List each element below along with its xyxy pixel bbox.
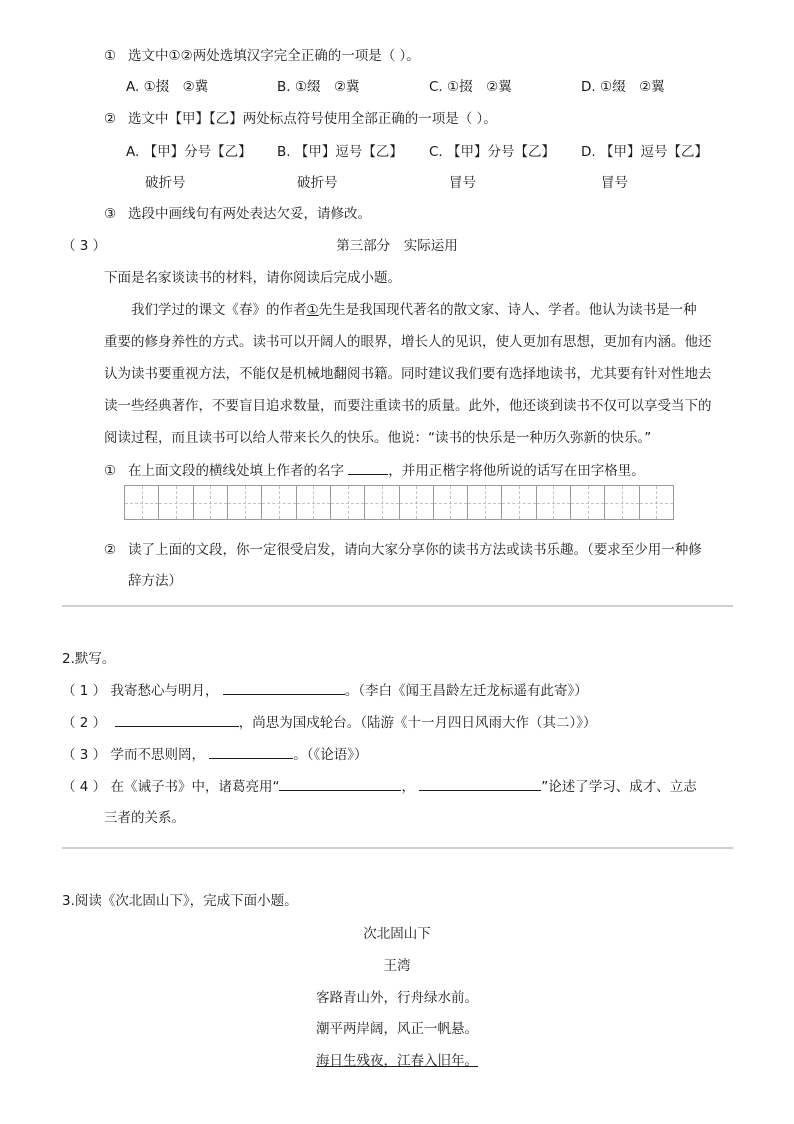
tianzige-grid[interactable] <box>124 485 674 520</box>
dictation-3: （ 3 ） 学而不思则罔， 。（《论语》） <box>62 744 368 765</box>
option-d[interactable]: D. 【甲】逗号【乙】 <box>581 144 708 160</box>
dictation-4: （ 4 ） 在《诫子书》中，诸葛亮用“ ， ”论述了学习、成才、立志 <box>62 776 697 797</box>
option-b[interactable]: B. ①缀 ②冀 <box>277 79 360 95</box>
dictation-blank[interactable] <box>419 776 541 791</box>
author-name-blank[interactable] <box>348 460 388 475</box>
question-2-1: ① 选文中①②两处选填汉字完全正确的一项是（ ）。 <box>104 48 420 64</box>
divider <box>62 847 733 849</box>
passage-line-1: 我们学过的课文《春》的作者①先生是我国现代著名的散文家、诗人、学者。他认为读书是一种 <box>131 302 697 318</box>
question-3-1: ① 在上面文段的横线处填上作者的名字 ，并用正楷字将他所说的话写在田字格里。 <box>104 460 645 481</box>
passage-line-4: 读一些经典著作，不要盲目追求数量，而要注重读书的质量。此外，他还谈到读书不仅可以享受当下的 <box>104 398 712 414</box>
question-3-2: ② 读了上面的文段，你一定很受启发，请向大家分享你的读书方法或读书乐趣。（要求至少用一种修 <box>104 542 702 558</box>
option-d[interactable]: D. ①缀 ②翼 <box>581 79 665 95</box>
option-a[interactable]: A. 【甲】分号【乙】 <box>126 144 252 160</box>
blank-marker: ① <box>306 302 319 318</box>
passage-line-3: 认为读书要重视方法，不能仅是机械地翻阅书籍。同时建议我们要有选择地读书，尤其要有针对性地去 <box>104 366 712 382</box>
option-c[interactable]: C. 【甲】分号【乙】 <box>429 144 556 160</box>
poem-line-2: 潮平两岸阔，风正一帆悬。 <box>316 1021 478 1037</box>
question-3-2-cont: 辞方法） <box>128 573 182 589</box>
option-d-cont: 冒号 <box>601 175 628 191</box>
question-2-3: ③ 选段中画线句有两处表达欠妥，请修改。 <box>104 206 371 222</box>
dictation-blank[interactable] <box>209 744 293 759</box>
poem-title: 次北固山下 <box>363 926 431 942</box>
option-a-cont: 破折号 <box>145 175 186 191</box>
option-c-cont: 冒号 <box>449 175 476 191</box>
dictation-blank[interactable] <box>279 776 401 791</box>
option-b[interactable]: B. 【甲】逗号【乙】 <box>277 144 403 160</box>
poem-line-3: 海日生残夜，江春入旧年。 <box>316 1053 478 1069</box>
option-a[interactable]: A. ①掇 ②冀 <box>126 79 209 95</box>
section-2-title: 2.默写。 <box>62 651 116 667</box>
passage-line-5: 阅读过程，而且读书可以给人带来长久的快乐。他说：“读书的快乐是一种历久弥新的快乐。” <box>104 430 652 446</box>
part3-label: （ 3 ） <box>62 238 107 254</box>
dictation-1: （ 1 ） 我寄愁心与明月， 。（李白《闻王昌龄左迁龙标遥有此寄》） <box>62 680 588 701</box>
dictation-4-cont: 三者的关系。 <box>104 810 185 826</box>
section-3-title: 3.阅读《次北固山下》，完成下面小题。 <box>62 893 298 909</box>
poem-line-1: 客路青山外，行舟绿水前。 <box>316 990 478 1006</box>
part3-title: 第三部分 实际运用 <box>336 238 458 254</box>
dictation-blank[interactable] <box>223 680 345 695</box>
option-b-cont: 破折号 <box>297 175 338 191</box>
part3-intro: 下面是名家谈读书的材料，请你阅读后完成小题。 <box>104 270 401 286</box>
option-c[interactable]: C. ①掇 ②翼 <box>429 79 512 95</box>
dictation-2: （ 2 ） ，尚思为国戍轮台。（陆游《十一月四日风雨大作（其二）》） <box>62 712 597 733</box>
poem-author: 王湾 <box>383 958 411 974</box>
passage-line-2: 重要的修身养性的方式。读书可以开阔人的眼界，增长人的见识，使人更加有思想，更加有内涵。他还 <box>104 334 712 350</box>
divider <box>62 605 733 607</box>
dictation-blank[interactable] <box>115 712 239 727</box>
question-2-2: ② 选文中【甲】【乙】两处标点符号使用全部正确的一项是（ ）。 <box>104 111 497 127</box>
